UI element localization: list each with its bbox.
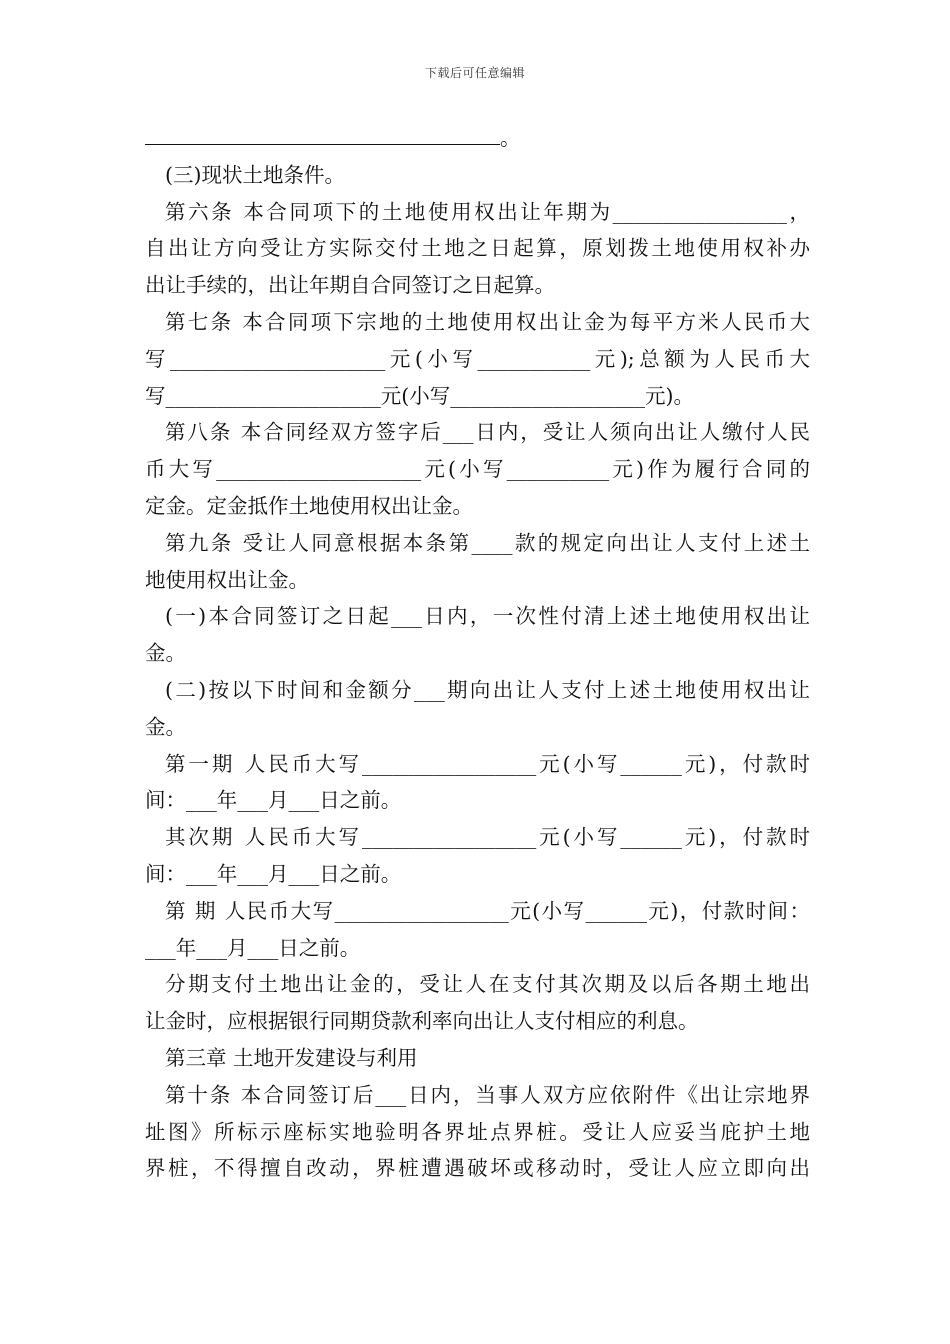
paragraph-line: 址图》所标示座标实地验明各界址点界桩。受让人应妥当庇护土地 bbox=[145, 1119, 810, 1144]
fill-blank bbox=[145, 126, 500, 145]
chapter-heading: 第三章 土地开发建设与利用 bbox=[165, 1045, 418, 1070]
paragraph-line: 间：___年___月___日之前。 bbox=[145, 788, 402, 813]
paragraph-line: 第六条 本合同项下的土地使用权出让年期为_________________， bbox=[165, 199, 810, 224]
paragraph-line: 第八条 本合同经双方签字后___日内，受让人须向出让人缴付人民 bbox=[165, 420, 810, 445]
paragraph-line: 界桩，不得擅自改动，界桩遭遇破坏或移动时，受让人应立即向出 bbox=[145, 1156, 810, 1181]
paragraph-line: 第十条 本合同签订后___日内，当事人双方应依附件《出让宗地界 bbox=[165, 1082, 810, 1107]
paragraph-line: (三)现状土地条件。 bbox=[165, 162, 345, 187]
paragraph-line: 币大写____________________元(小写__________元)作为履行合同的 bbox=[145, 457, 810, 482]
top-blank-end: 。 bbox=[500, 126, 521, 150]
paragraph-line: 写_____________________元(小写___________元);总额为人民币大 bbox=[145, 346, 810, 371]
paragraph-line: (二)按以下时间和金额分___期向出让人支付上述土地使用权出让 bbox=[165, 677, 810, 702]
paragraph-line: 定金。定金抵作土地使用权出让金。 bbox=[145, 493, 473, 518]
document-body bbox=[145, 120, 810, 1187]
paragraph-line: 金。 bbox=[145, 714, 186, 739]
paragraph-line: 写_____________________元(小写___________________元)。 bbox=[145, 383, 694, 408]
paragraph-line: (一)本合同签订之日起___日内，一次性付清上述土地使用权出让 bbox=[165, 604, 810, 629]
paragraph-line: ___年___月___日之前。 bbox=[145, 935, 361, 960]
paragraph-line: 其次期 人民币大写_________________元(小写______元)，付款时 bbox=[165, 825, 810, 850]
paragraph-line: 第 期 人民币大写_________________元(小写______元)，付款时间： bbox=[165, 898, 810, 923]
paragraph-line: 分期支付土地出让金的，受让人在支付其次期及以后各期土地出 bbox=[165, 972, 810, 997]
paragraph-line: 第七条 本合同项下宗地的土地使用权出让金为每平方米人民币大 bbox=[165, 309, 810, 334]
paragraph-line: 金。 bbox=[145, 641, 186, 666]
top-blank-line bbox=[145, 120, 810, 157]
header-note: 下载后可任意编辑 bbox=[424, 66, 525, 80]
paragraph-line: 间：___年___月___日之前。 bbox=[145, 861, 402, 886]
paragraph-line: 自出让方向受让方实际交付土地之日起算，原划拨土地使用权补办 bbox=[145, 236, 810, 261]
paragraph-line: 第九条 受让人同意根据本条第____款的规定向出让人支付上述土 bbox=[165, 530, 810, 555]
paragraph-line: 第一期 人民币大写_________________元(小写______元)，付款时 bbox=[165, 751, 810, 776]
paragraph-line: 让金时，应根据银行同期贷款利率向出让人支付相应的利息。 bbox=[145, 1009, 699, 1034]
paragraph-line: 地使用权出让金。 bbox=[145, 567, 309, 592]
paragraph-line: 出让手续的，出让年期自合同签订之日起算。 bbox=[145, 273, 555, 298]
